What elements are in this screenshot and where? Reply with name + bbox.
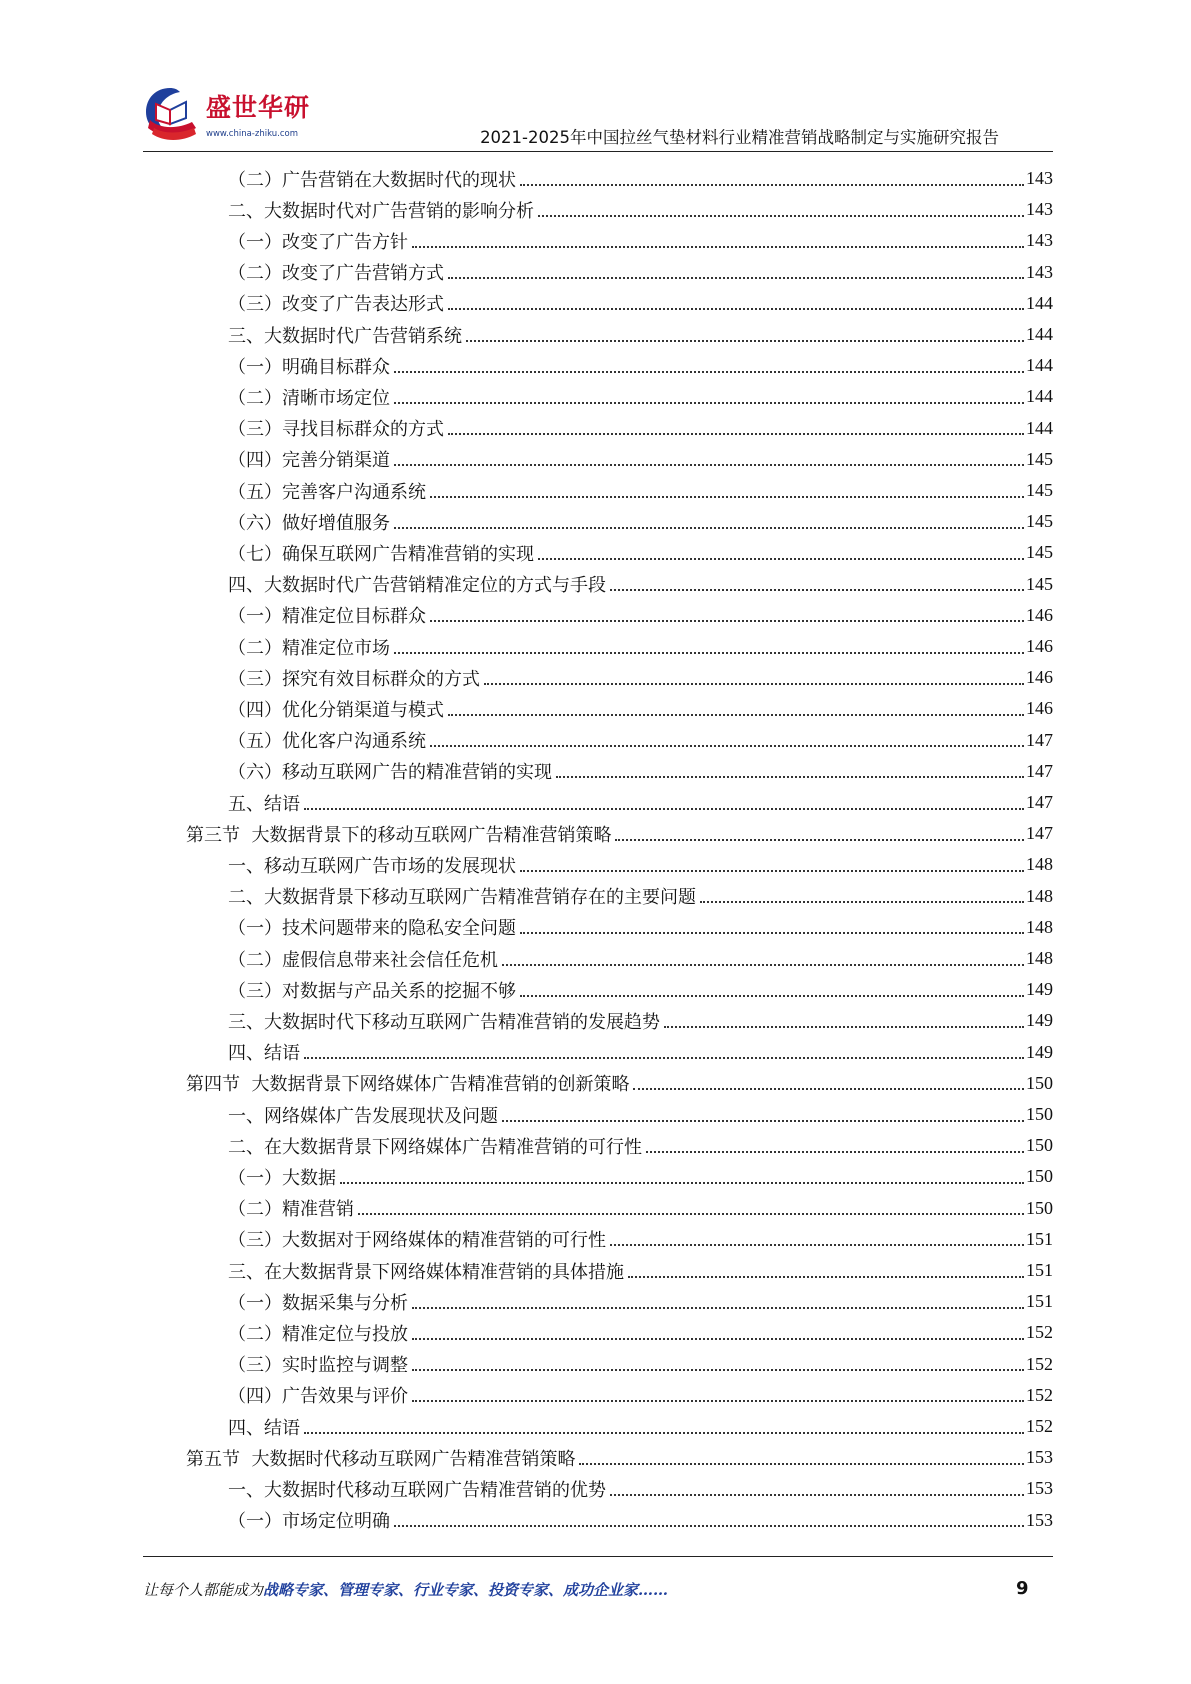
toc-entry-label: （二）改变了广告营销方式 xyxy=(228,263,444,285)
toc-entry-label: （三）寻找目标群众的方式 xyxy=(228,419,444,441)
toc-entry-label: （三）实时监控与调整 xyxy=(228,1355,408,1377)
toc-entry-label: （一）数据采集与分析 xyxy=(228,1292,408,1314)
toc-entry[interactable] xyxy=(228,1286,1053,1317)
toc-entry-label: 二、大数据时代对广告营销的影响分析 xyxy=(228,200,534,222)
toc-entry[interactable] xyxy=(228,756,1053,787)
toc-dot-leader xyxy=(520,995,1024,997)
toc-entry-label: （一）技术问题带来的隐私安全问题 xyxy=(228,918,516,940)
toc-entry-page: 150 xyxy=(1026,1197,1053,1218)
toc-entry-page: 148 xyxy=(1026,854,1053,875)
toc-entry[interactable] xyxy=(228,943,1053,974)
toc-entry-page: 146 xyxy=(1026,636,1053,656)
toc-entry[interactable] xyxy=(228,569,1053,600)
toc-dot-leader xyxy=(430,620,1024,622)
toc-entry[interactable] xyxy=(228,1349,1053,1380)
toc-entry[interactable] xyxy=(228,319,1053,350)
toc-entry-page: 143 xyxy=(1026,168,1053,188)
toc-dot-leader xyxy=(520,184,1024,186)
toc-entry-label: 第五节 大数据时代移动互联网广告精准营销策略 xyxy=(186,1448,576,1470)
toc-entry[interactable] xyxy=(228,631,1053,662)
toc-entry[interactable] xyxy=(228,725,1053,756)
toc-entry-label: 五、结语 xyxy=(228,793,300,815)
logo-name: 盛世华研 xyxy=(206,93,311,122)
toc-entry-page: 152 xyxy=(1026,1384,1053,1405)
toc-dot-leader xyxy=(646,1151,1024,1153)
toc-dot-leader xyxy=(394,464,1024,466)
toc-dot-leader xyxy=(394,527,1024,529)
toc-dot-leader xyxy=(394,1525,1024,1527)
toc-entry[interactable] xyxy=(228,475,1053,506)
logo-emblem-icon xyxy=(140,84,202,146)
toc-entry-label: （三）探究有效目标群众的方式 xyxy=(228,668,480,690)
toc-entry-label: （三）大数据对于网络媒体的精准营销的可行性 xyxy=(228,1230,606,1252)
toc-dot-leader xyxy=(615,839,1024,841)
toc-entry[interactable] xyxy=(228,693,1053,724)
toc-dot-leader xyxy=(304,1432,1024,1434)
toc-entry-label: （二）广告营销在大数据时代的现状 xyxy=(228,169,516,191)
toc-entry-label: 三、大数据时代下移动互联网广告精准营销的发展趋势 xyxy=(228,1011,660,1033)
toc-entry-page: 143 xyxy=(1026,261,1053,282)
toc-dot-leader xyxy=(448,714,1024,716)
toc-entry-page: 145 xyxy=(1026,573,1053,594)
logo-url: www.china-zhiku.com xyxy=(206,129,298,139)
toc-entry[interactable] xyxy=(228,1505,1053,1536)
toc-dot-leader xyxy=(412,246,1024,248)
toc-entry-page: 148 xyxy=(1026,885,1053,906)
toc-entry-page: 144 xyxy=(1026,386,1053,407)
toc-dot-leader xyxy=(628,1276,1024,1278)
toc-entry-label: 二、在大数据背景下网络媒体广告精准营销的可行性 xyxy=(228,1136,642,1158)
toc-entry-label: （二）虚假信息带来社会信任危机 xyxy=(228,949,498,971)
toc-entry-page: 147 xyxy=(1026,729,1053,750)
toc-entry-label: （二）精准定位与投放 xyxy=(228,1323,408,1345)
footer-slogan-roles: 战略专家、管理专家、行业专家、投资专家、成功企业家…… xyxy=(263,1581,669,1599)
toc-dot-leader xyxy=(502,964,1024,966)
toc-entry-page: 145 xyxy=(1026,542,1053,563)
toc-dot-leader xyxy=(412,1338,1024,1340)
toc-entry-label: 三、在大数据背景下网络媒体精准营销的具体措施 xyxy=(228,1261,624,1283)
toc-entry-label: 第四节 大数据背景下网络媒体广告精准营销的创新策略 xyxy=(186,1074,630,1096)
toc-entry-label: （二）清晰市场定位 xyxy=(228,387,390,409)
toc-entry-page: 147 xyxy=(1026,823,1053,844)
toc-entry[interactable] xyxy=(228,600,1053,631)
toc-dot-leader xyxy=(538,215,1024,217)
toc-entry[interactable] xyxy=(228,1099,1053,1130)
toc-entry-label: 三、大数据时代广告营销系统 xyxy=(228,325,462,347)
toc-entry-label: （一）市场定位明确 xyxy=(228,1511,390,1533)
toc-entry[interactable] xyxy=(228,194,1053,225)
toc-entry-label: （五）优化客户沟通系统 xyxy=(228,731,426,753)
toc-dot-leader xyxy=(556,776,1024,778)
toc-entry-label: 四、大数据时代广告营销精准定位的方式与手段 xyxy=(228,575,606,597)
toc-entry[interactable] xyxy=(228,787,1053,818)
toc-dot-leader xyxy=(610,589,1024,591)
toc-entry-page: 150 xyxy=(1026,1072,1053,1093)
toc-entry-page: 145 xyxy=(1026,448,1053,469)
toc-entry-page: 151 xyxy=(1026,1228,1053,1249)
toc-entry[interactable] xyxy=(186,1442,1053,1473)
toc-dot-leader xyxy=(520,870,1024,872)
toc-entry-page: 151 xyxy=(1026,1291,1053,1312)
footer-divider xyxy=(143,1556,1053,1557)
toc-dot-leader xyxy=(502,1120,1024,1122)
toc-entry-page: 145 xyxy=(1026,511,1053,532)
toc-dot-leader xyxy=(520,932,1024,934)
toc-entry[interactable] xyxy=(228,912,1053,943)
toc-entry[interactable] xyxy=(228,1224,1053,1255)
toc-entry-page: 150 xyxy=(1026,1104,1053,1124)
footer-slogan-prefix: 让每个人都能成为 xyxy=(143,1581,264,1599)
toc-entry-page: 152 xyxy=(1026,1353,1053,1374)
toc-entry[interactable] xyxy=(228,350,1053,381)
toc-entry-label: （一）明确目标群众 xyxy=(228,356,390,378)
toc-dot-leader xyxy=(340,1182,1024,1184)
toc-dot-leader xyxy=(412,1400,1024,1402)
toc-entry-label: （一）改变了广告方针 xyxy=(228,231,408,253)
toc-entry[interactable] xyxy=(228,1255,1053,1286)
toc-dot-leader xyxy=(358,1213,1024,1215)
toc-dot-leader xyxy=(430,496,1024,498)
toc-entry-page: 151 xyxy=(1026,1260,1053,1280)
toc-entry-label: （六）移动互联网广告的精准营销的实现 xyxy=(228,762,552,784)
toc-entry-page: 153 xyxy=(1026,1447,1053,1468)
toc-entry-label: 第三节 大数据背景下的移动互联网广告精准营销策略 xyxy=(186,824,612,846)
toc-entry-page: 145 xyxy=(1026,480,1053,500)
toc-entry[interactable] xyxy=(228,506,1053,537)
header-divider xyxy=(143,151,1053,152)
toc-entry[interactable] xyxy=(228,1317,1053,1348)
toc-entry-label: 四、结语 xyxy=(228,1043,300,1065)
toc-entry-page: 152 xyxy=(1026,1322,1053,1343)
toc-dot-leader xyxy=(394,652,1024,654)
toc-entry-page: 153 xyxy=(1026,1478,1053,1499)
toc-entry-label: （七）确保互联网广告精准营销的实现 xyxy=(228,543,534,565)
company-logo xyxy=(140,84,320,146)
toc-entry-label: （一）大数据 xyxy=(228,1167,336,1189)
toc-entry-page: 144 xyxy=(1026,417,1053,438)
toc-entry-page: 147 xyxy=(1026,792,1053,812)
toc-dot-leader xyxy=(412,1307,1024,1309)
page-number: 9 xyxy=(1016,1578,1029,1599)
toc-entry[interactable] xyxy=(228,1161,1053,1192)
toc-entry[interactable] xyxy=(228,1473,1053,1504)
toc-entry-page: 144 xyxy=(1026,355,1053,376)
toc-entry-page: 149 xyxy=(1026,979,1053,1000)
toc-dot-leader xyxy=(430,745,1024,747)
toc-entry-page: 146 xyxy=(1026,698,1053,719)
toc-dot-leader xyxy=(448,308,1024,310)
toc-dot-leader xyxy=(412,1369,1024,1371)
toc-dot-leader xyxy=(484,683,1024,685)
toc-entry-label: （四）广告效果与评价 xyxy=(228,1386,408,1408)
toc-entry-label: 四、结语 xyxy=(228,1417,300,1439)
toc-entry-page: 144 xyxy=(1026,324,1053,344)
toc-entry-label: （六）做好增值服务 xyxy=(228,512,390,534)
toc-entry-label: （三）改变了广告表达形式 xyxy=(228,294,444,316)
toc-dot-leader xyxy=(610,1244,1024,1246)
toc-entry-label: 二、大数据背景下移动互联网广告精准营销存在的主要问题 xyxy=(228,887,696,909)
toc-dot-leader xyxy=(579,1463,1024,1465)
toc-dot-leader xyxy=(448,277,1024,279)
toc-entry-label: （四）优化分销渠道与模式 xyxy=(228,699,444,721)
toc-entry[interactable] xyxy=(186,1068,1053,1099)
toc-dot-leader xyxy=(394,402,1024,404)
toc-entry[interactable] xyxy=(228,849,1053,880)
toc-entry[interactable] xyxy=(228,225,1053,256)
toc-entry-page: 148 xyxy=(1026,948,1053,968)
toc-entry[interactable] xyxy=(228,662,1053,693)
toc-entry-label: （一）精准定位目标群众 xyxy=(228,606,426,628)
toc-entry[interactable] xyxy=(228,1380,1053,1411)
toc-entry-label: 一、大数据时代移动互联网广告精准营销的优势 xyxy=(228,1479,606,1501)
page-header xyxy=(0,0,1191,160)
toc-entry[interactable] xyxy=(228,163,1053,194)
toc-entry-page: 150 xyxy=(1026,1135,1053,1156)
toc-entry-page: 149 xyxy=(1026,1041,1053,1062)
toc-entry[interactable] xyxy=(228,1005,1053,1036)
toc-entry-label: （二）精准营销 xyxy=(228,1199,354,1221)
toc-dot-leader xyxy=(700,901,1024,903)
toc-entry-label: （二）精准定位市场 xyxy=(228,637,390,659)
toc-dot-leader xyxy=(394,371,1024,373)
toc-dot-leader xyxy=(466,340,1024,342)
footer-slogan xyxy=(143,1579,668,1600)
toc-entry[interactable] xyxy=(228,381,1053,412)
toc-entry-page: 147 xyxy=(1026,760,1053,781)
toc-entry[interactable] xyxy=(186,818,1053,849)
toc-entry-page: 153 xyxy=(1026,1509,1053,1530)
toc-entry[interactable] xyxy=(228,413,1053,444)
toc-entry-page: 152 xyxy=(1026,1416,1053,1436)
report-title: 2021-2025年中国拉丝气垫材料行业精准营销战略制定与实施研究报告 xyxy=(480,128,999,147)
toc-entry-page: 149 xyxy=(1026,1010,1053,1031)
toc-entry-page: 143 xyxy=(1026,199,1053,220)
toc-dot-leader xyxy=(633,1088,1024,1090)
toc-dot-leader xyxy=(610,1494,1024,1496)
toc-entry[interactable] xyxy=(228,444,1053,475)
toc-entry[interactable] xyxy=(228,1130,1053,1161)
toc-entry-label: （五）完善客户沟通系统 xyxy=(228,481,426,503)
toc-entry[interactable] xyxy=(228,1193,1053,1224)
toc-dot-leader xyxy=(304,808,1024,810)
toc-entry-label: （三）对数据与产品关系的挖掘不够 xyxy=(228,980,516,1002)
toc-entry-page: 143 xyxy=(1026,230,1053,251)
toc-entry-label: 一、网络媒体广告发展现状及问题 xyxy=(228,1105,498,1127)
toc-dot-leader xyxy=(448,433,1024,435)
toc-entry[interactable] xyxy=(228,537,1053,568)
toc-entry[interactable] xyxy=(228,1037,1053,1068)
toc-entry-page: 148 xyxy=(1026,916,1053,937)
toc-entry-label: 一、移动互联网广告市场的发展现状 xyxy=(228,855,516,877)
toc-entry[interactable] xyxy=(228,1411,1053,1442)
toc-entry-page: 146 xyxy=(1026,667,1053,688)
toc-entry-page: 150 xyxy=(1026,1166,1053,1187)
toc-entry-page: 146 xyxy=(1026,604,1053,625)
toc-dot-leader xyxy=(664,1026,1024,1028)
toc-entry[interactable] xyxy=(228,974,1053,1005)
toc-entry[interactable] xyxy=(228,288,1053,319)
toc-dot-leader xyxy=(538,558,1024,560)
toc-dot-leader xyxy=(304,1057,1024,1059)
toc-entry[interactable] xyxy=(228,257,1053,288)
toc-entry[interactable] xyxy=(228,881,1053,912)
toc-entry-page: 144 xyxy=(1026,292,1053,313)
toc-entry-label: （四）完善分销渠道 xyxy=(228,450,390,472)
